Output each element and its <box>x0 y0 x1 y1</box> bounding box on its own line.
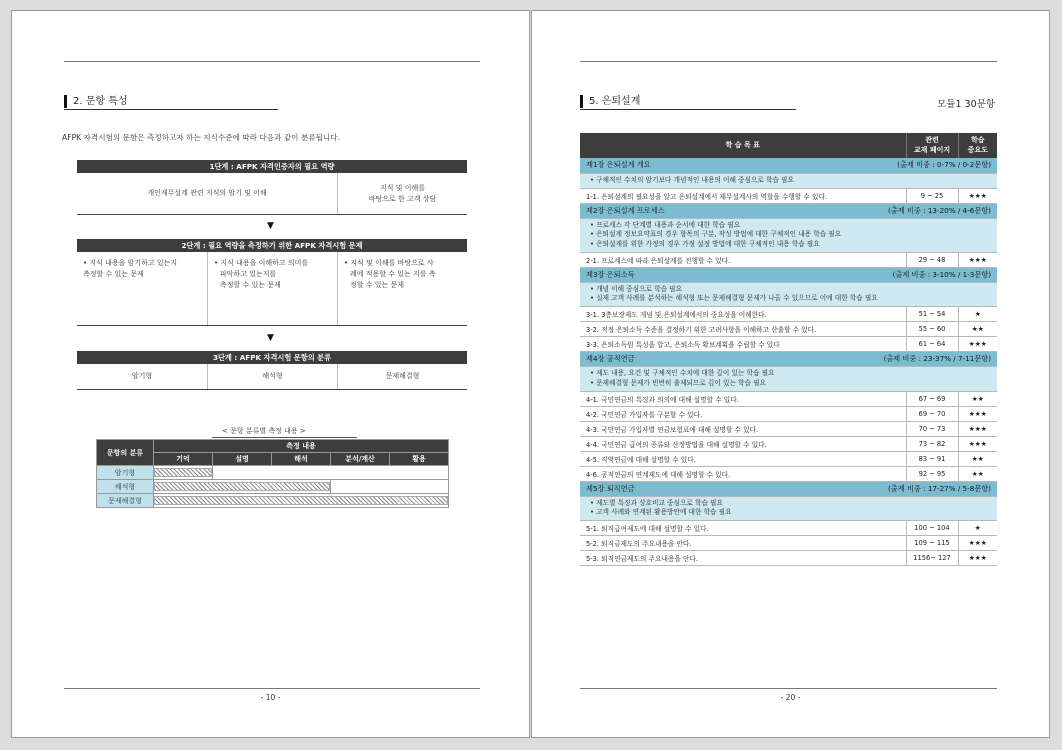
chapter-notes <box>580 367 997 391</box>
type-interpretation: 해석형 <box>207 364 337 389</box>
goal-text: 1-1. 은퇴설계의 필요성을 알고 은퇴설계에서 재무설계사의 역할을 수행할 수 있다. <box>580 188 906 203</box>
header-goal: 학 습 목 표 <box>580 133 906 158</box>
textbook-pages: 109 ~ 115 <box>906 535 958 550</box>
textbook-pages: 1156~ 127 <box>906 550 958 565</box>
step2-col3-line3: 정할 수 있는 문제 <box>350 280 405 289</box>
table-row <box>97 494 449 508</box>
importance-stars: ★★★ <box>958 188 997 203</box>
step1-col2-line2: 바탕으로 한 고객 상담 <box>368 194 437 203</box>
step1-col2 <box>337 173 467 214</box>
chapter-weight: (출제 비중 : 3-10% / 1-3문항) <box>892 269 991 279</box>
goal-text: 4-2. 국민연금 가입자를 구분할 수 있다. <box>580 406 906 421</box>
step2-col2-line3: 측정할 수 있는 문제 <box>220 280 281 289</box>
chapter-row <box>580 203 997 218</box>
table-row <box>97 480 449 494</box>
header-rule <box>580 61 997 62</box>
chapter-weight: (출제 비중 : 23-37% / 7-11문항) <box>883 354 991 364</box>
note-line: • 프로세스 각 단계별 내용과 순서에 대한 학습 필요 <box>590 220 741 229</box>
note-line: • 은퇴설계를 위한 가정의 경우 가정 설정 방법에 대한 구체적인 내용 학습 필요 <box>590 239 820 248</box>
chapter-title: 제2장 은퇴설계 프로세스 <box>586 205 665 215</box>
table-row <box>580 520 997 535</box>
row-label: 문제해결형 <box>97 494 154 508</box>
header-page-line1: 관련 <box>925 136 939 145</box>
table-row <box>580 535 997 550</box>
goal-text: 4-4. 국민연금 급여의 종류와 산정방법을 대해 설명할 수 있다. <box>580 436 906 451</box>
note-line: • 구체적인 수치의 암기보다 개념적인 내용의 이해 중심으로 학습 필요 <box>590 175 794 184</box>
goal-text: 5-3. 퇴직연금제도의 주요내용을 안다. <box>580 550 906 565</box>
goal-text: 5-2. 퇴직금제도의 주요내용을 안다. <box>580 535 906 550</box>
footer-rule <box>64 688 480 689</box>
header-importance-line2: 중요도 <box>967 145 988 154</box>
page-number: - 10 - <box>260 693 281 702</box>
section-underline <box>64 109 278 110</box>
section-title: 2. 문항 특성 <box>64 95 128 108</box>
step1-col2-line1: 지식 및 이해를 <box>379 183 426 192</box>
chapter-weight: (출제 비중 : 17-27% / 5-8문항) <box>888 483 991 493</box>
step2-cells <box>77 252 467 326</box>
table-row <box>580 188 997 203</box>
step2-col2-line2: 파악하고 있는지를 <box>220 269 277 278</box>
chapter-row <box>580 352 997 367</box>
step2-col3 <box>337 252 467 325</box>
type-problem-solving: 문제해결형 <box>337 364 467 389</box>
step1-cells <box>77 173 467 215</box>
section-title: 5. 은퇴설계 <box>580 95 640 108</box>
footer-rule <box>580 688 997 689</box>
table-row <box>580 337 997 352</box>
step1-col1: 개인재무설계 관련 지식의 암기 및 이해 <box>147 189 267 198</box>
importance-stars: ★★ <box>958 391 997 406</box>
textbook-pages: 51 ~ 54 <box>906 307 958 322</box>
module-label: 모듈1 30문항 <box>937 99 995 110</box>
note-line: • 문제해결형 문제가 빈번히 출제되므로 깊이 있는 학습 필요 <box>590 378 766 387</box>
chapter-weight: (출제 비중 : 0-7% / 0-2문항) <box>897 160 991 170</box>
col-analyze: 분석/계산 <box>331 453 390 466</box>
step2-col2-line1: • 지식 내용을 이해하고 의미를 <box>214 259 309 267</box>
textbook-pages: 73 ~ 82 <box>906 436 958 451</box>
goal-text: 4-6. 공적연금의 연계제도에 대해 설명할 수 있다. <box>580 466 906 481</box>
importance-stars: ★★★ <box>958 337 997 352</box>
table-row <box>580 391 997 406</box>
col-explain: 설명 <box>213 453 272 466</box>
colgroup-header: 측정 내용 <box>154 440 449 453</box>
chapter-title: 제3장 은퇴소득 <box>586 269 635 279</box>
importance-stars: ★ <box>958 520 997 535</box>
goal-text: 3-1. 3층보장제도 개념 및 은퇴설계에서의 중요성을 이해한다. <box>580 307 906 322</box>
table-row <box>580 406 997 421</box>
table-row <box>580 550 997 565</box>
note-line: • 개념 이해 중심으로 학습 필요 <box>590 284 683 293</box>
chapter-row <box>580 267 997 282</box>
goal-text: 2-1. 프로세스에 따라 은퇴설계를 진행할 수 있다. <box>580 252 906 267</box>
goal-text: 3-3. 은퇴소득원 특성을 알고, 은퇴소득 확보계획을 수립할 수 있다 <box>580 337 906 352</box>
table-row <box>580 252 997 267</box>
section-underline <box>580 109 796 110</box>
chapter-notes <box>580 496 997 520</box>
table-row <box>580 466 997 481</box>
col-apply: 활용 <box>390 453 449 466</box>
step2-col3-line2: 례에 적용할 수 있는 지를 측 <box>350 269 436 278</box>
right-page <box>531 10 1050 738</box>
header-importance <box>958 133 997 158</box>
note-line: • 제도별 특징과 상호비교 중심으로 학습 필요 <box>590 498 723 507</box>
step3-cells <box>77 364 467 390</box>
down-arrow-icon: ▼ <box>267 333 274 343</box>
header-page-line2: 교재 페이지 <box>913 145 951 154</box>
textbook-pages: 29 ~ 48 <box>906 252 958 267</box>
goal-text: 4-1. 국민연금의 특징과 의의에 대해 설명할 수 있다. <box>580 391 906 406</box>
chapter-row <box>580 481 997 496</box>
textbook-pages: 61 ~ 64 <box>906 337 958 352</box>
header-rule <box>64 61 480 62</box>
chapter-notes <box>580 218 997 252</box>
coverage-bar <box>154 482 330 491</box>
table-row <box>580 436 997 451</box>
importance-stars: ★★ <box>958 466 997 481</box>
learning-goals-table <box>580 133 997 566</box>
row-label: 해석형 <box>97 480 154 494</box>
importance-stars: ★★★ <box>958 252 997 267</box>
step3-title: 3단계 : AFPK 자격시험 문항의 분류 <box>77 351 467 364</box>
col-recall: 기억 <box>154 453 213 466</box>
importance-stars: ★★★ <box>958 421 997 436</box>
textbook-pages: 83 ~ 91 <box>906 451 958 466</box>
table-row <box>580 322 997 337</box>
row-label: 암기형 <box>97 466 154 480</box>
header-page <box>906 133 958 158</box>
textbook-pages: 69 ~ 70 <box>906 406 958 421</box>
goal-text: 3-2. 적정 은퇴소득 수준을 결정하기 위한 고려사항을 이해하고 산출할 수 있다. <box>580 322 906 337</box>
caption-rule <box>212 437 357 438</box>
table-row <box>580 421 997 436</box>
importance-stars: ★★ <box>958 322 997 337</box>
chapter-notes <box>580 282 997 306</box>
page-number: - 20 - <box>780 693 801 702</box>
importance-stars: ★★★ <box>958 406 997 421</box>
importance-stars: ★★★ <box>958 535 997 550</box>
table-row <box>580 307 997 322</box>
chapter-weight: (출제 비중 : 13-20% / 4-6문항) <box>888 205 991 215</box>
textbook-pages: 100 ~ 104 <box>906 520 958 535</box>
textbook-pages: 70 ~ 73 <box>906 421 958 436</box>
header-importance-line1: 학습 <box>970 136 985 145</box>
textbook-pages: 67 ~ 69 <box>906 391 958 406</box>
left-page <box>11 10 530 738</box>
coverage-bar <box>154 468 212 477</box>
textbook-pages: 9 ~ 25 <box>906 188 958 203</box>
col-interpret: 해석 <box>272 453 331 466</box>
note-line: • 고객 사례와 연계된 활용방안에 대한 학습 필요 <box>590 508 732 517</box>
importance-stars: ★★★ <box>958 436 997 451</box>
chapter-notes <box>580 173 997 188</box>
chapter-title: 제4장 공적연금 <box>586 354 635 364</box>
note-line: • 은퇴설계 정보요약표의 경우 항목의 구분, 작성 방법에 대한 구체적인 내용 학습 필요 <box>590 230 842 239</box>
step2-title: 2단계 : 필요 역량을 측정하기 위한 AFPK 자격시험 문제 <box>77 239 467 252</box>
step2-col1-line2: 측정할 수 있는 문제 <box>83 269 144 278</box>
chapter-title: 제5장 퇴직연금 <box>586 483 635 493</box>
note-line: • 제도 내용, 요건 및 구체적인 수치에 대한 깊이 있는 학습 필요 <box>590 369 775 378</box>
step2-col1 <box>77 252 207 325</box>
chapter-title: 제1장 은퇴설계 개요 <box>586 160 651 170</box>
importance-stars: ★★★ <box>958 550 997 565</box>
table-row <box>97 466 449 480</box>
measurement-table <box>96 439 449 508</box>
table-caption: < 문항 분류별 측정 내용 > <box>222 427 306 435</box>
goal-text: 4-3. 국민연금 가입자별 연금보험료에 대해 설명할 수 있다. <box>580 421 906 436</box>
note-line: • 실제 고객 사례를 분석하는 해석형 또는 문제해결형 문제가 나올 수 있으므로 이에 대한 학습 필요 <box>590 294 878 303</box>
intro-text: AFPK 자격시험의 문항은 측정하고자 하는 지식수준에 따라 다음과 같이 분류됩니다. <box>62 133 340 142</box>
importance-stars: ★★ <box>958 451 997 466</box>
textbook-pages: 55 ~ 60 <box>906 322 958 337</box>
textbook-pages: 92 ~ 95 <box>906 466 958 481</box>
step2-col3-line1: • 지식 및 이해를 바탕으로 사 <box>344 259 434 267</box>
goal-text: 4-5. 직역연금에 대해 설명할 수 있다. <box>580 451 906 466</box>
table-row <box>580 451 997 466</box>
row-header: 문항의 분류 <box>97 440 154 466</box>
coverage-bar <box>154 496 448 505</box>
down-arrow-icon: ▼ <box>267 221 274 231</box>
step2-col2 <box>207 252 337 325</box>
step1-title: 1단계 : AFPK 자격인증자의 필요 역량 <box>77 160 467 173</box>
importance-stars: ★ <box>958 307 997 322</box>
type-memorization: 암기형 <box>131 372 153 381</box>
step2-col1-line1: • 지식 내용을 암기하고 있는지 <box>83 259 178 267</box>
goal-text: 5-1. 퇴직급여제도에 대해 설명할 수 있다. <box>580 520 906 535</box>
chapter-row <box>580 158 997 173</box>
